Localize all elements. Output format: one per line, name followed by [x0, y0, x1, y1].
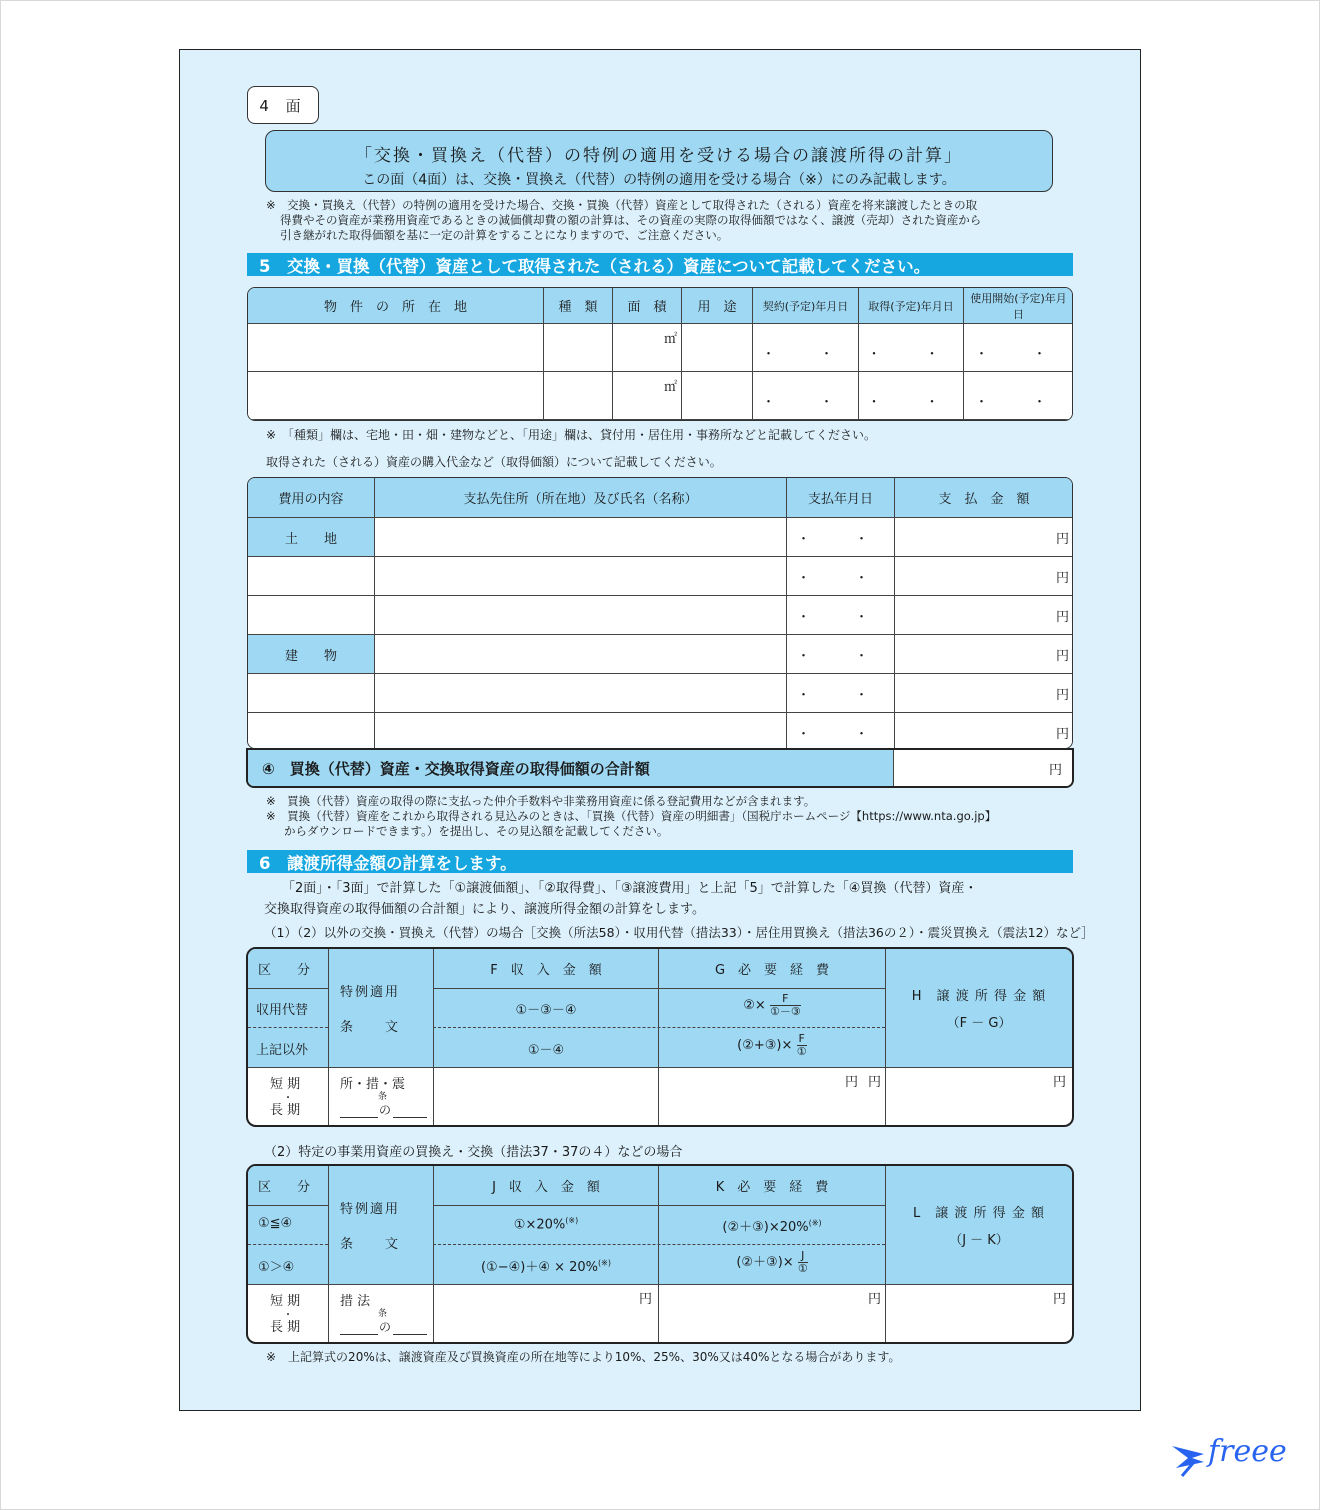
term-dot: ・ — [283, 1093, 293, 1104]
section5-heading: 5 交換・買換（代替）資産として取得された（される）資産について記載してください。 — [247, 253, 1073, 276]
hdr-acquire-date: 取得(予定)年月日 — [859, 288, 964, 324]
area-unit: ㎡ — [663, 332, 677, 347]
row-gt: ①＞④ — [258, 1260, 295, 1275]
payee-field[interactable] — [375, 713, 787, 750]
k-amount-field[interactable]: 円 — [867, 1292, 881, 1307]
title-box — [265, 130, 1053, 192]
intro-line: 「2面」・「3面」で計算した「①譲渡価額」、「②取得費」、「③譲渡費用」と上記「5」で計算した「④買換（代替）資産・ — [282, 881, 978, 896]
payee-field[interactable] — [375, 674, 787, 713]
intro-line: 交換取得資産の取得価額の合計額」により、譲渡所得金額の計算をします。 — [264, 902, 705, 917]
pay-date-field[interactable]: ・ ・ — [787, 557, 895, 596]
frac-den: ①－③ — [769, 1005, 801, 1018]
cost-row — [248, 596, 1074, 635]
note-line: 得費やその資産が業務用資産であるときの減価償却費の額の計算は、その資産の実際の取得価額ではなく、譲渡（売却）された資産から — [280, 213, 982, 227]
final-note: ※ 上記算式の20%は、譲渡資産及び買換資産の所在地等により10%、25%、30%又は40%となる場合があります。 — [266, 1350, 901, 1364]
asterisk: (※) — [565, 1216, 579, 1225]
law-label: 所・措・震 — [340, 1077, 406, 1092]
hdr-location: 物 件 の 所 在 地 — [248, 288, 544, 324]
j-a-text: ①×20% — [513, 1217, 566, 1233]
pay-amount-field[interactable]: 円 — [895, 674, 1074, 713]
face-label: 4 面 — [247, 86, 319, 124]
hdr-contract-date: 契約(予定)年月日 — [753, 288, 859, 324]
asset-table — [247, 287, 1073, 421]
cost-table — [247, 477, 1073, 749]
hdr-start-date: 使用開始(予定)年月日 — [964, 288, 1074, 324]
col-j-header: J 収 入 金 額 — [492, 1180, 600, 1195]
no-label: の — [379, 1320, 392, 1334]
article-blank[interactable] — [340, 1334, 378, 1335]
kind-field[interactable] — [544, 372, 613, 420]
case2-table — [246, 1164, 1074, 1344]
hdr-cost-type: 費用の内容 — [248, 478, 375, 518]
j-formula-a — [434, 1216, 658, 1232]
asset-row — [248, 372, 1074, 420]
row-le: ①≦④ — [258, 1216, 293, 1231]
frac-den: ① — [797, 1262, 808, 1275]
total-label: ④ 買換（代替）資産・交換取得資産の取得価額の合計額 — [248, 750, 894, 786]
location-field[interactable] — [248, 372, 544, 420]
col-g-header: G 必 要 経 費 — [714, 963, 830, 978]
note-line: ※ 買換（代替）資産をこれから取得される見込みのときは、「買換（代替）資産の明細書」（国税庁ホームページ【https://www.nta.go.jp】 — [266, 809, 997, 823]
g-b-prefix: (②+③)× — [737, 1038, 793, 1053]
j-amount-field[interactable]: 円 — [638, 1292, 652, 1307]
hdr-kind: 種 類 — [544, 288, 613, 324]
area-field[interactable] — [613, 324, 682, 372]
law-label: 措 法 — [340, 1294, 371, 1309]
section6-heading: 6 譲渡所得金額の計算をします。 — [247, 850, 1073, 873]
frac-num: F — [770, 993, 801, 1006]
pay-amount-field[interactable]: 円 — [895, 635, 1074, 674]
pay-amount-field[interactable]: 円 — [895, 518, 1074, 557]
title-main: 「交換・買換え（代替）の特例の適用を受ける場合の譲渡所得の計算」 — [355, 146, 963, 166]
acquire-date-field[interactable]: ・ ・ — [859, 324, 964, 372]
cost-row — [248, 674, 1074, 713]
f-amount-field[interactable]: 円 — [867, 1075, 881, 1090]
f-formula-b: ①－④ — [527, 1043, 565, 1058]
row-other: 上記以外 — [256, 1043, 309, 1058]
note-line: ※ 買換（代替）資産の取得の際に支払った仲介手数料や非業務用資産に係る登記費用などが含まれます。 — [266, 794, 816, 808]
cost-type-land: 土 地 — [248, 518, 375, 557]
col-k-header: K 必 要 経 費 — [715, 1180, 829, 1195]
term-dot: ・ — [283, 1310, 293, 1321]
j-b-text: (①−④)＋④ × 20% — [480, 1260, 599, 1275]
col-l-formula: （J － K） — [949, 1233, 1009, 1248]
col-h-formula: （F － G） — [946, 1016, 1012, 1031]
payee-field[interactable] — [375, 557, 787, 596]
asset-row — [248, 324, 1074, 372]
contract-date-field[interactable]: ・ ・ — [753, 324, 859, 372]
hdr-payee: 支払先住所（所在地）及び氏名（名称） — [375, 478, 787, 518]
note-line: からダウンロードできます。）を提出し、その見込額を記載してください。 — [284, 824, 669, 838]
g-a-fraction — [770, 993, 801, 1018]
area-field[interactable] — [613, 372, 682, 420]
payee-field[interactable] — [375, 596, 787, 635]
joubun-label: 条 文 — [340, 1020, 401, 1035]
col-h-header: H 譲 渡 所 得 金 額 — [911, 989, 1047, 1004]
pay-amount-field[interactable]: 円 — [895, 596, 1074, 635]
row-expropriation: 収用代替 — [256, 1003, 309, 1018]
col-l-header: L 譲 渡 所 得 金 額 — [913, 1206, 1045, 1221]
k-b-prefix: (②＋③)× — [736, 1255, 794, 1270]
tokurei-label: 特例適用 — [340, 985, 401, 1000]
use-field[interactable] — [682, 372, 753, 420]
tokurei-label: 特例適用 — [340, 1202, 401, 1217]
g-formula-b — [659, 1033, 885, 1058]
f-yen-mark: 円 — [844, 1075, 858, 1090]
cost-type-field[interactable] — [248, 713, 375, 750]
case1-caption: （1）（2）以外の交換・買換え（代替）の場合［交換（所法58）・収用代替（措法33）・居住用買換え（措法36の２）・震災買換え（震法12）など］ — [264, 925, 1094, 940]
cost-type-field[interactable] — [248, 674, 375, 713]
frac-den: ① — [796, 1045, 807, 1058]
subarticle-blank[interactable] — [393, 1117, 427, 1118]
cost-row — [248, 518, 1074, 557]
k-formula-a — [659, 1216, 885, 1235]
top-notes — [266, 198, 1066, 243]
pay-amount-field[interactable]: 円 — [895, 557, 1074, 596]
location-field[interactable] — [248, 324, 544, 372]
no-label: の — [379, 1103, 392, 1117]
freee-logo — [1170, 1432, 1290, 1480]
payee-field[interactable] — [375, 518, 787, 557]
pay-date-field[interactable]: ・ ・ — [787, 596, 895, 635]
g-formula-a — [659, 993, 885, 1018]
pay-date-field[interactable]: ・ ・ — [787, 713, 895, 750]
kind-field[interactable] — [544, 324, 613, 372]
term-long: 長 期 — [270, 1320, 301, 1335]
asterisk: (※) — [598, 1258, 611, 1268]
payee-field[interactable] — [375, 635, 787, 674]
case2-caption: （2）特定の事業用資産の買換え・交換（措法37・37の４）などの場合 — [264, 1145, 683, 1160]
g-a-prefix: ②× — [743, 998, 766, 1013]
joubun-label: 条 文 — [340, 1237, 401, 1252]
term-long: 長 期 — [270, 1103, 301, 1118]
k-formula-b — [659, 1250, 885, 1275]
acquire-date-field[interactable]: ・ ・ — [859, 372, 964, 420]
asterisk: (※) — [808, 1218, 822, 1228]
term-short: 短 期 — [270, 1294, 301, 1309]
note-line: ※ 交換・買換え（代替）の特例の適用を受けた場合、交換・買換（代替）資産として取得された（される）資産を将来譲渡したときの取 — [266, 198, 978, 212]
start-date-field[interactable]: ・ ・ — [964, 372, 1074, 420]
use-field[interactable] — [682, 324, 753, 372]
area-unit: ㎡ — [663, 380, 677, 395]
total-row — [246, 748, 1074, 788]
cost-notes — [266, 794, 996, 839]
subarticle-blank[interactable] — [393, 1334, 427, 1335]
frac-num: F — [798, 1032, 805, 1045]
cost-type-building: 建 物 — [248, 635, 375, 674]
note-line: 引き継がれた取得価額を基に一定の計算をすることになりますので、ご注意ください。 — [280, 228, 729, 242]
start-date-field[interactable]: ・ ・ — [964, 324, 1074, 372]
total-amount-field[interactable]: 円 — [894, 750, 1072, 786]
cost-type-field[interactable] — [248, 557, 375, 596]
title-sub: この面（4面）は、交換・買換え（代替）の特例の適用を受ける場合（※）にのみ記載します。 — [362, 172, 956, 188]
logo-text: freee — [1208, 1434, 1287, 1469]
l-amount-field[interactable]: 円 — [1052, 1292, 1066, 1307]
cost-type-field[interactable] — [248, 596, 375, 635]
kind-use-note: ※ 「種類」欄は、宅地・田・畑・建物などと、「用途」欄は、貸付用・居住用・事務所などと記載してください。 — [266, 428, 877, 442]
pay-amount-field[interactable]: 円 — [895, 713, 1074, 750]
hdr-use: 用 途 — [682, 288, 753, 324]
hdr-pay-date: 支払年月日 — [787, 478, 895, 518]
pay-date-field[interactable]: ・ ・ — [787, 518, 895, 557]
form-sheet — [179, 49, 1141, 1411]
k-b-fraction — [798, 1250, 808, 1275]
col-f-header: F 収 入 金 額 — [490, 963, 602, 978]
section6-intro — [264, 878, 1084, 920]
cost-row — [248, 557, 1074, 596]
article-blank[interactable] — [340, 1117, 378, 1118]
jou-label: 条 — [378, 1309, 388, 1319]
contract-date-field[interactable]: ・ ・ — [753, 372, 859, 420]
price-intro: 取得された（される）資産の購入代金など（取得価額）について記載してください。 — [266, 455, 722, 469]
term-short: 短 期 — [270, 1077, 301, 1092]
pay-date-field[interactable]: ・ ・ — [787, 674, 895, 713]
kubun-label: 区 分 — [258, 963, 311, 978]
hdr-area: 面 積 — [613, 288, 682, 324]
cost-row — [248, 635, 1074, 674]
f-formula-a: ①－③－④ — [515, 1003, 577, 1018]
pay-date-field[interactable]: ・ ・ — [787, 635, 895, 674]
g-b-fraction — [797, 1033, 807, 1058]
hdr-pay-amount: 支 払 金 額 — [895, 478, 1074, 518]
jou-label: 条 — [378, 1092, 388, 1102]
case1-table — [246, 947, 1074, 1127]
j-formula-b — [434, 1256, 658, 1275]
h-amount-field[interactable]: 円 — [1052, 1075, 1066, 1090]
frac-num: J — [798, 1250, 808, 1263]
k-a-text: (②＋③)×20% — [722, 1220, 809, 1235]
cost-row — [248, 713, 1074, 750]
kubun-label: 区 分 — [258, 1180, 311, 1195]
